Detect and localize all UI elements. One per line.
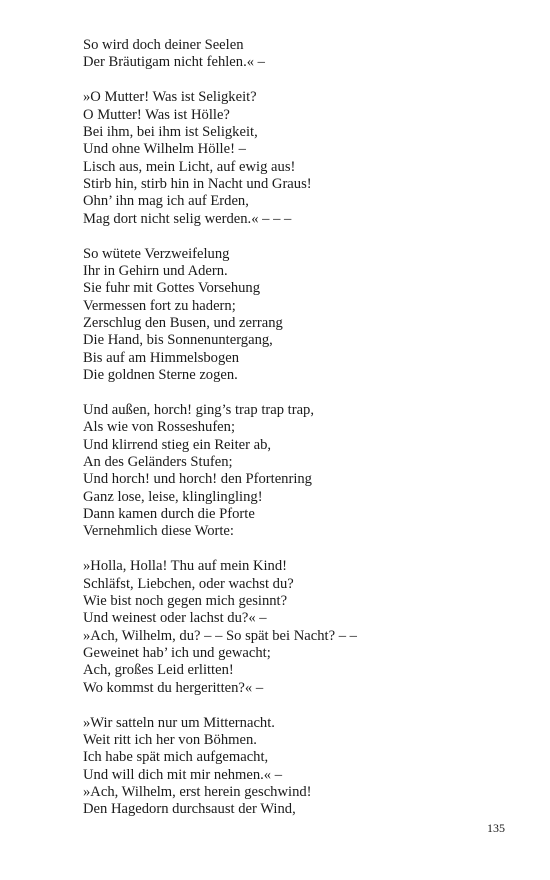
verse-line: Den Hagedorn durchsaust der Wind, (83, 801, 296, 818)
verse-line: »Ach, Wilhelm, du? – – So spät bei Nacht? – – (83, 627, 357, 644)
verse-line: Geweinet hab’ ich und gewacht; (83, 645, 271, 662)
stanza (83, 37, 503, 72)
verse-line: Ganz lose, leise, klinglingling! (83, 488, 263, 505)
verse-line: Und will dich mit mir nehmen.« – (83, 766, 283, 783)
verse-line: Und weinest oder lachst du?« – (83, 610, 267, 627)
verse-line: »O Mutter! Was ist Seligkeit? (83, 89, 257, 106)
verse-line: Und außen, horch! ging’s trap trap trap, (83, 401, 314, 418)
poem-text (83, 37, 503, 836)
verse-line: So wird doch deiner Seelen (83, 37, 244, 53)
verse-line: »Wir satteln nur um Mitternacht. (83, 714, 275, 731)
stanza (83, 89, 503, 228)
stanza (83, 558, 503, 697)
verse-line: Zerschlug den Busen, und zerrang (83, 315, 283, 331)
verse-line: Und horch! und horch! den Pfortenring (83, 471, 312, 488)
verse-line: Vernehmlich diese Worte: (83, 523, 234, 540)
verse-line: Wo kommst du hergeritten?« – (83, 679, 264, 696)
page-number: 135 (487, 821, 505, 835)
verse-line: Die goldnen Sterne zogen. (83, 367, 238, 384)
stanza (83, 246, 503, 385)
stanza (83, 402, 503, 541)
verse-line: Ohn’ ihn mag ich auf Erden, (83, 193, 249, 210)
verse-line: Weit ritt ich her von Böhmen. (83, 732, 257, 748)
verse-line: O Mutter! Was ist Hölle? (83, 106, 230, 123)
verse-line: »Holla, Holla! Thu auf mein Kind! (83, 558, 287, 575)
verse-line: Wie bist noch gegen mich gesinnt? (83, 593, 288, 609)
stanza (83, 715, 503, 819)
verse-line: Die Hand, bis Sonnenuntergang, (83, 332, 273, 349)
verse-line: Ihr in Gehirn und Adern. (83, 262, 228, 279)
verse-line: Als wie von Rosseshufen; (83, 419, 236, 436)
verse-line: Ich habe spät mich aufgemacht, (83, 749, 269, 766)
verse-line: Stirb hin, stirb hin in Nacht und Graus! (83, 176, 312, 192)
verse-line: An des Geländers Stufen; (83, 454, 233, 470)
verse-line: Der Bräutigam nicht fehlen.« – (83, 54, 265, 71)
verse-line: Und ohne Wilhelm Hölle! – (83, 141, 246, 158)
verse-line: Bei ihm, bei ihm ist Seligkeit, (83, 123, 258, 140)
verse-line: Schläfst, Liebchen, oder wachst du? (83, 575, 294, 592)
verse-line: So wütete Verzweifelung (83, 245, 230, 262)
verse-line: Lisch aus, mein Licht, auf ewig aus! (83, 158, 296, 175)
verse-line: Und klirrend stieg ein Reiter ab, (83, 436, 272, 453)
verse-line: Vermessen fort zu hadern; (83, 297, 236, 314)
verse-line: Dann kamen durch die Pforte (83, 506, 255, 523)
verse-line: Ach, großes Leid erlitten! (83, 662, 234, 679)
verse-line: Sie fuhr mit Gottes Vorsehung (83, 280, 261, 297)
verse-line: Bis auf am Himmelsbogen (83, 349, 240, 366)
verse-line: Mag dort nicht selig werden.« – – – (83, 210, 292, 227)
verse-line: »Ach, Wilhelm, erst herein geschwind! (83, 784, 312, 801)
